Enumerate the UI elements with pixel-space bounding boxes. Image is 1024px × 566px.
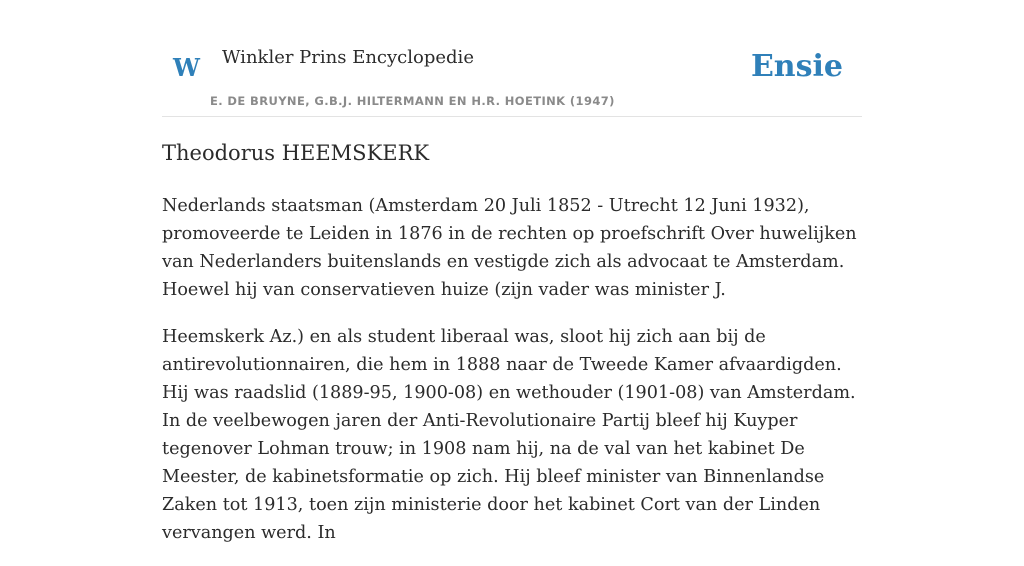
header — [162, 0, 862, 117]
article-body — [162, 192, 862, 566]
brand-logo[interactable]: Ensie — [750, 49, 843, 84]
article-paragraph: Nederlands staatsman (Amsterdam 20 Juli 1852 - Utrecht 12 Juni 1932), promoveerde te Leiden in 1876 in de rechten op proefschrift Over huwelijken van Nederlanders buitenslands en vestigde zich als advocaat te Amsterdam. Hoewel hij van conservatieven huize (zijn vader was minister J. — [162, 196, 857, 300]
publication-title[interactable]: Winkler Prins Encyclopedie — [222, 47, 474, 68]
article-title: Theodorus HEEMSKERK — [162, 141, 430, 165]
article-paragraph: Heemskerk Az.) en als student liberaal was, sloot hij zich aan bij de antirevolutionnairen, die hem in 1888 naar de Tweede Kamer afvaardigden. Hij was raadslid (1889-95, 1900-08) en wethouder (1901-08) van Amsterdam. In de veelbewogen jaren der Anti-Revolutionaire Partij bleef hij Kuyper tegenover Lohman trouw; in 1908 nam hij, na de val van het kabinet De Meester, de kabinetsformatie op zich. Hij bleef minister van Binnenlandse Zaken tot 1913, toen zijn ministerie door het kabinet Cort van der Linden vervangen werd. In — [162, 327, 856, 543]
publication-logo[interactable]: W — [173, 53, 200, 82]
page — [162, 0, 862, 543]
publication-authors: E. DE BRUYNE, G.B.J. HILTERMANN EN H.R. HOETINK (1947) — [210, 94, 615, 108]
